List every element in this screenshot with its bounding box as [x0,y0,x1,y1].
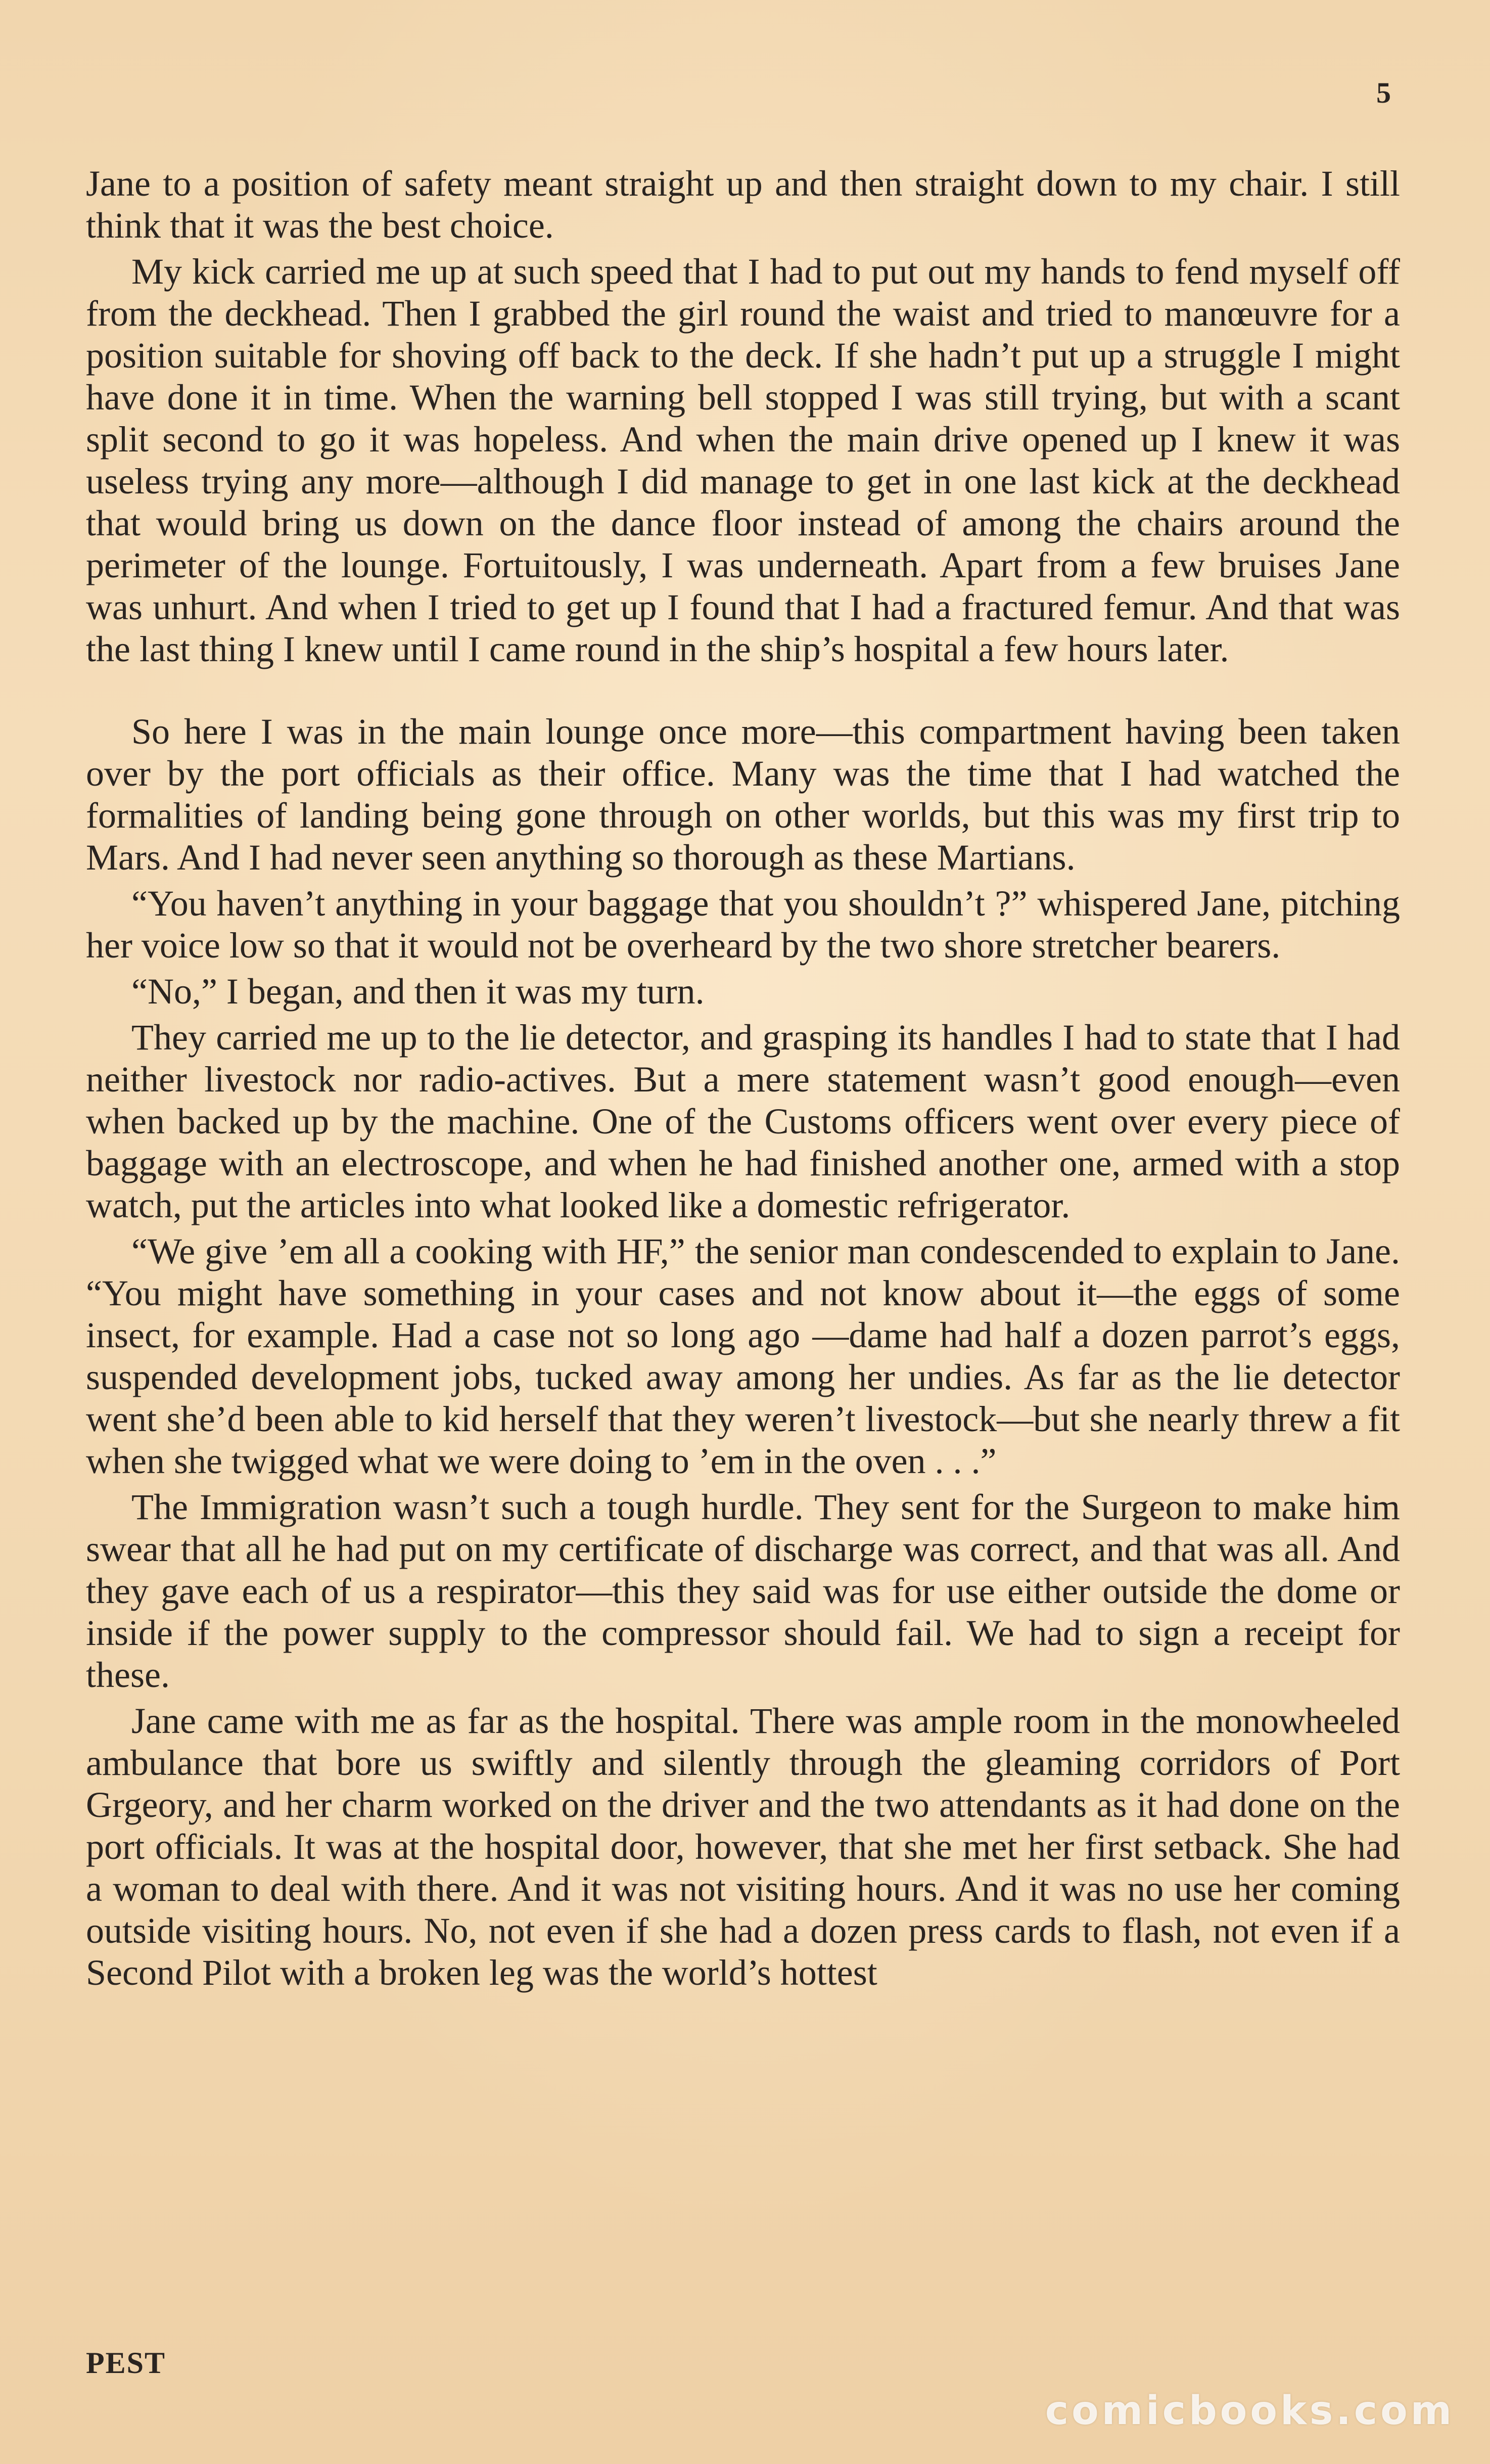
watermark: comicbooks.com [1045,2388,1455,2434]
paragraph: “You haven’t anything in your baggage that you shouldn’t ?” whispered Jane, pitching her voice low so that it would not be overheard by the two shore stretcher bearers. [86,883,1400,966]
page-number: 5 [1376,76,1391,109]
section-break [86,670,1400,711]
paragraph: The Immigration wasn’t such a tough hurdle. They sent for the Surgeon to make him swear that all he had put on my certificate of discharge was correct, and that was all. And they gave each of us a respirator—this they said was for use either outside the dome or inside if the power supply to the compressor should fail. We had to sign a receipt for these. [86,1487,1400,1695]
paragraph: “We give ’em all a cooking with HF,” the senior man condescended to explain to Jane. “You might have something in your cases and not know about it—the eggs of some insect, for example. Had a case not so long ago —dame had half a dozen parrot’s eggs, suspended development jobs, tucked away among her undies. As far as the lie detector went she’d been able to kid herself that they weren’t livestock—but she nearly threw a fit when she twigged what we were doing to ’em in the oven . . .” [86,1231,1400,1481]
footer-signature-label: PEST [86,2346,166,2380]
paragraph: My kick carried me up at such speed that I had to put out my hands to fend myself off from the deckhead. Then I grabbed the girl round the waist and tried to manœuvre for a position suitable for shoving off back to the deck. If she hadn’t put up a struggle I might have done it in time. When the warning bell stopped I was still trying, but with a scant split second to go it was hopeless. And when the main drive opened up I knew it was useless trying any more—although I did manage to get in one last kick at the deckhead that would bring us down on the dance floor instead of among the chairs around the perimeter of the lounge. Fortuitously, I was underneath. Apart from a few bruises Jane was unhurt. And when I tried to get up I found that I had a fractured femur. And that was the last thing I knew until I came round in the ship’s hospital a few hours later. [86,251,1400,669]
paragraph: So here I was in the main lounge once more—this compartment having been taken over by the port officials as their office. Many was the time that I had watched the formalities of landing being gone through on other worlds, but this was my first trip to Mars. And I had never seen anything so thorough as these Martians. [86,711,1400,878]
paragraph: They carried me up to the lie detector, and grasping its handles I had to state that I had neither livestock nor radio-actives. But a mere statement wasn’t good enough—even when backed up by the machine. One of the Customs officers went over every piece of baggage with an electroscope, and when he had finished another one, armed with a stop watch, put the articles into what looked like a domestic refrigerator. [86,1017,1400,1225]
paragraph: Jane to a position of safety meant straight up and then straight down to my chair. I still think that it was the best choice. [86,163,1400,246]
paragraph: “No,” I began, and then it was my turn. [131,971,705,1012]
paragraph: Jane came with me as far as the hospital. There was ample room in the monowheeled ambulance that bore us swiftly and silently through the gleaming corridors of Port Grgeory, and her charm worked on the driver and the two attendants as it had done on the port officials. It was at the hospital door, however, that she met her first setback. She had a woman to deal with there. And it was not visiting hours. And it was no use her coming outside visiting hours. No, not even if she had a dozen press cards to flash, not even if a Second Pilot with a broken leg was the world’s hottest [86,1701,1400,1993]
body-text [86,163,1400,1994]
